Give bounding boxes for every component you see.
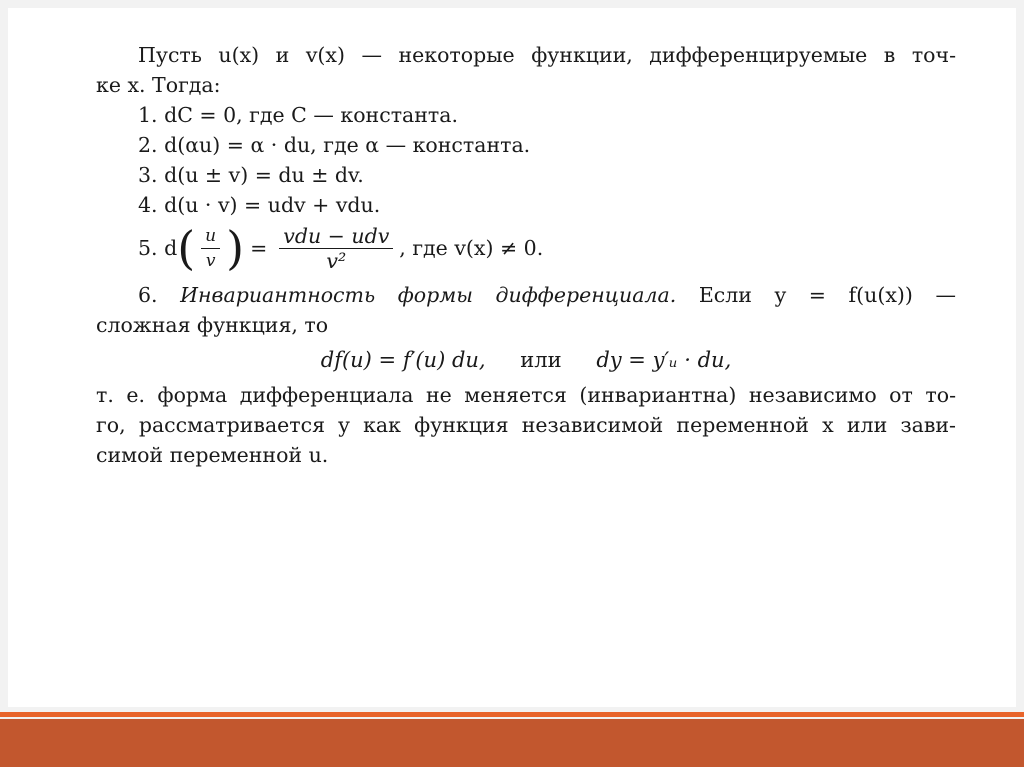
document-text — [96, 40, 956, 470]
rule-5-prefix: 5. d — [138, 236, 178, 260]
rule-3: 3. d(u ± v) = du ± dv. — [138, 163, 364, 187]
quotient-denominator: v — [205, 250, 216, 271]
rule-5 — [96, 220, 956, 276]
intro-line-1: Пусть u(x) и v(x) — некоторые функции, дифференцируемые в точ- — [138, 43, 956, 67]
equals-sign: = — [250, 236, 268, 260]
formula-right: dy = y′ᵤ · du, — [596, 348, 732, 372]
result-fraction — [279, 224, 393, 273]
result-numerator: vdu − udv — [279, 224, 393, 249]
formula-left: df(u) = f′(u) du, — [320, 348, 486, 372]
rule-4: 4. d(u · v) = udv + vdu. — [138, 193, 381, 217]
quotient-numerator: u — [201, 224, 220, 249]
rule-1: 1. dC = 0, где C — константа. — [138, 103, 459, 127]
rule-6-text: Если y = f(u(x)) — — [698, 283, 956, 307]
rule-2: 2. d(αu) = α · du, где α — константа. — [138, 133, 531, 157]
right-paren: ) — [226, 221, 245, 275]
rule-6-number: 6. — [138, 283, 158, 307]
quotient-fraction — [201, 224, 220, 273]
footer-accent-stripe — [0, 712, 1024, 717]
rule-6-title: Инвариантность формы дифференциала. — [180, 283, 677, 307]
conclusion-line-2: го, рассматривается y как функция независимой переменной x или зави- — [96, 413, 956, 437]
conclusion-line-1: т. е. форма дифференциала не меняется (инвариантна) независимо от то- — [96, 383, 956, 407]
rule-5-suffix: , где v(x) ≠ 0. — [399, 236, 544, 260]
rule-6-line-1 — [96, 280, 956, 310]
rule-6-line-2: сложная функция, то — [96, 313, 329, 337]
formula-or: или — [520, 348, 562, 372]
intro-line-2: ке x. Тогда: — [96, 73, 221, 97]
conclusion-line-3: симой переменной u. — [96, 443, 329, 467]
left-paren: ( — [177, 221, 196, 275]
result-denominator: v² — [326, 248, 347, 273]
footer-bar — [0, 719, 1024, 767]
differential-formula — [96, 340, 956, 380]
